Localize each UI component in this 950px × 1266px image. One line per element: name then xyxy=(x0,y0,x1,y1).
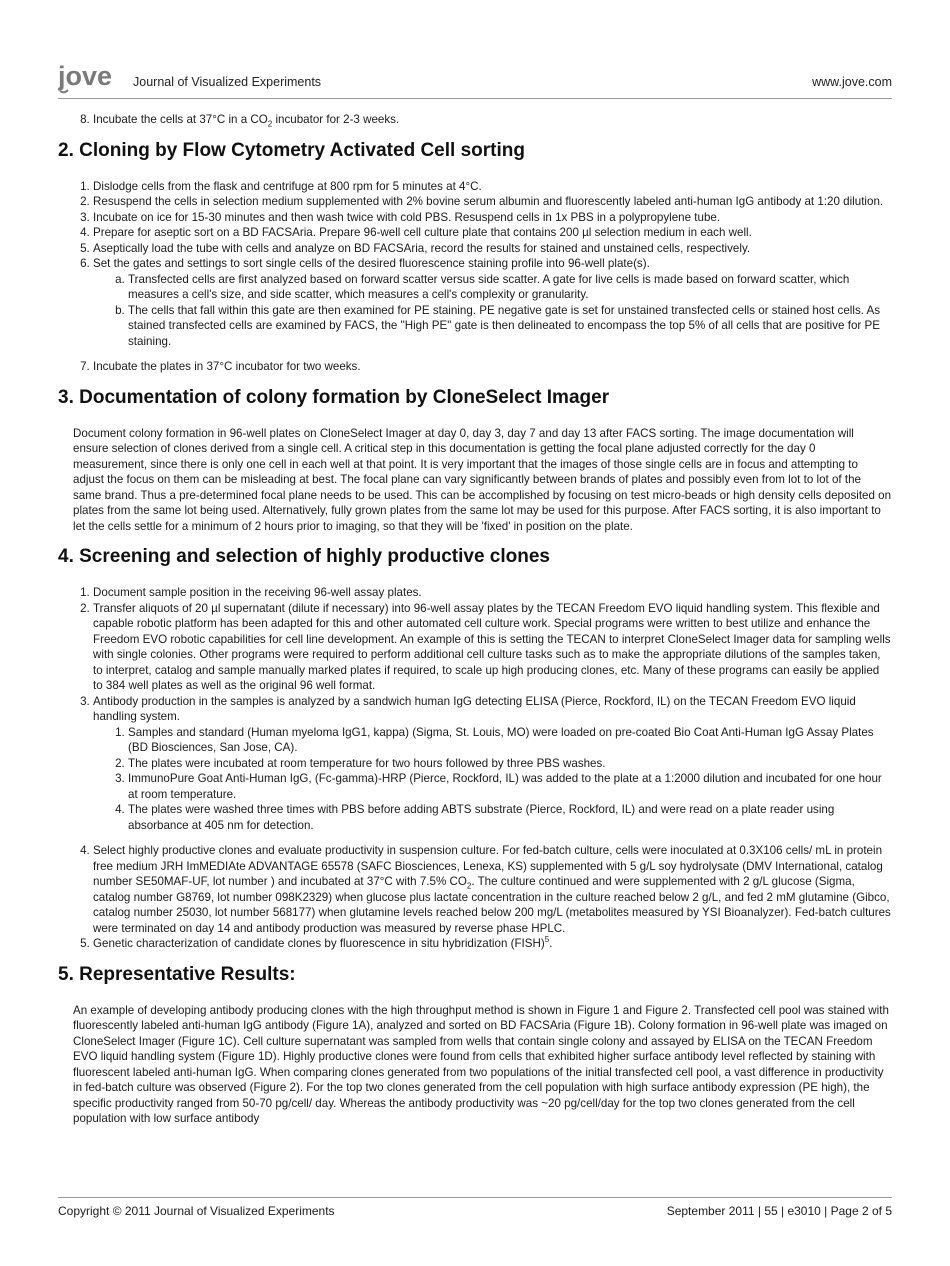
list-item: 3. ImmunoPure Goat Anti-Human IgG, (Fc-gamma)-HRP (Pierce, Rockford, IL) was added to the plate at a 1:2000 dilution and incubated for one hour at room temperature. xyxy=(128,771,892,802)
sec2-sublist xyxy=(93,272,892,350)
list-item: 3. Incubate on ice for 15-30 minutes and then wash twice with cold PBS. Resuspend cells in 1x PBS in a polypropylene tube. xyxy=(93,210,892,226)
paragraph: Document colony formation in 96-well plates on CloneSelect Imager at day 0, day 3, day 7 and day 13 after FACS sorting. The image documentation will ensure selection of clones derived from a single cell. A critical step in this documentation is getting the focal plane adjusted correctly for the day 0 measurement, since there is only one cell in each well at that point. It is very important that the images of those single cells are in focus and attempting to adjust the focus on them can be misleading at best. The focal plane can vary significantly between brands of plates and possibly even from lot to lot of the same brand. Thus a pre-determined focal plane needs to be used. This can be accomplished by focusing on test micro-beads or high density cells deposited on plates from the same lot being used. Alternatively, fully grown plates from the same lot may be used for this purpose. After FACS sorting, it is also important to let the cells settle for a minimum of 2 hours prior to imaging, so that they will be 'fixed' in position on the plate. xyxy=(73,426,892,533)
sec4-sublist xyxy=(93,725,892,834)
copyright: Copyright © 2011 Journal of Visualized Experiments xyxy=(58,1204,335,1218)
page-header xyxy=(58,58,892,99)
list-item: 8. Incubate the cells at 37°C in a $CO_2$ incubator for 2-3 weeks. xyxy=(93,112,892,128)
section-heading: 5. Representative Results: xyxy=(58,963,296,985)
list-item: 4. The plates were washed three times with PBS before adding ABTS substrate (Pierce, Rockford, IL) and were read on a plate reader using absorbance at 405 nm for detection. xyxy=(128,802,892,833)
page-info: September 2011 | 55 | e3010 | Page 2 of 5 xyxy=(666,1204,892,1218)
section-heading: 4. Screening and selection of highly productive clones xyxy=(58,546,550,567)
list-item: 5. Aseptically load the tube with cells and analyze on BD FACSAria, record the results for stained and unstained cells, respectively. xyxy=(93,241,892,257)
sec2-list xyxy=(58,179,892,375)
list-item: 7. Incubate the plates in 37°C incubator for two weeks. xyxy=(93,359,892,375)
list-item: 6. Set the gates and settings to sort single cells of the desired fluorescence staining profile into 96-well plate(s). a. Transfected cells are first analyzed based on forward scatter versus side scatter. A gate for live cells is made based on forward scatter, which measures a cell's size, and side scatter, which measures a cell's complexity or granularity. b. The cells that fall within this gate are then examined for PE staining. PE negative gate is set for unstained transfected cells or stained host cells. As stained transfected cells are examined by FACS, the "High PE" gate is then delineated to encompass the top 5% of all cells that are positive for PE staining. xyxy=(93,256,892,359)
list-item: b. The cells that fall within this gate are then examined for PE staining. PE negative gate is set for unstained transfected cells or stained host cells. As stained transfected cells are examined by FACS, the "High PE" gate is then delineated to encompass the top 5% of all cells that are positive for PE staining. xyxy=(128,303,892,350)
journal-name: Journal of Visualized Experiments xyxy=(133,75,322,89)
section-heading: 2. Cloning by Flow Cytometry Activated Cell sorting xyxy=(58,139,525,161)
page-footer xyxy=(58,1197,892,1228)
site-url[interactable]: www.jove.com xyxy=(812,75,892,89)
list-item: 1. Dislodge cells from the flask and centrifuge at 800 rpm for 5 minutes at 4°C. xyxy=(93,179,892,195)
sec1-list-tail xyxy=(58,112,892,128)
list-item: a. Transfected cells are first analyzed based on forward scatter versus side scatter. A gate for live cells is made based on forward scatter, which measures a cell's size, and side scatter, which measures a cell's complexity or granularity. xyxy=(128,272,892,303)
document-page xyxy=(58,0,892,1266)
logo-text: jove xyxy=(58,61,113,91)
main-content xyxy=(58,112,892,1127)
jove-logo xyxy=(58,61,126,95)
list-item: 2. Transfer aliquots of 20 µl supernatant (dilute if necessary) into 96-well assay plates by the TECAN Freedom EVO liquid handling system. This flexible and capable robotic platform has been adapted for this and other automated cell culture work. Special programs were written to best utilize and enhance the Freedom EVO robotic capabilities for cell line development. An example of this is setting the TECAN to interpret CloneSelect Imager data for sampling wells with single colonies. Other programs were required to perform additional cell culture tasks such as to make the appropriate dilutions of the samples taken, to interpret, catalog and sample manually marked plates if required, to scale up high producing clones, etc. Many of these programs can easily be applied to 384 well plates as well as the original 96 well format. xyxy=(93,601,892,694)
list-item: 4. Prepare for aseptic sort on a BD FACSAria. Prepare 96-well cell culture plate that contains 200 µl selection medium in each well. xyxy=(93,225,892,241)
paragraph: An example of developing antibody producing clones with the high throughput method is shown in Figure 1 and Figure 2. Transfected cell pool was stained with fluorescently labeled anti-human IgG antibody (Figure 1A), analyzed and sorted on BD FACSAria (Figure 1B). Colony formation in 96-well plate was imaged on CloneSelect Imager (Figure 1C). Cell culture supernatant was sampled from wells that contain single colony and assayed by ELISA on the TECAN Freedom EVO liquid handling system (Figure 1D). Highly productive clones were found from cells that exhibited higher surface antibody level reflected by staining with fluorescent labeled anti-human IgG. When comparing clones generated from two populations of the initial transfected cell pool, a vast difference in productivity in fed-batch culture was observed (Figure 2). For the top two clones generated from the cell population with high surface antibody expression (PE high), the specific productivity ranged from 50-70 pg/cell/ day. Whereas the antibody productivity was ~20 pg/cell/day for the top two clones generated from the cell population with low surface antibody xyxy=(73,1003,889,1125)
list-item: 1. Samples and standard (Human myeloma IgG1, kappa) (Sigma, St. Louis, MO) were loaded on pre-coated Bio Coat Anti-Human IgG Assay Plates (BD Biosciences, San Jose, CA). xyxy=(128,725,892,756)
list-item: 5. Genetic characterization of candidate clones by fluorescence in situ hybridization (FISH)$^5$. xyxy=(93,936,892,952)
sec4-list xyxy=(58,585,892,952)
list-item: 1. Document sample position in the receiving 96-well assay plates. xyxy=(93,585,892,601)
section-heading: 3. Documentation of colony formation by CloneSelect Imager xyxy=(58,386,610,408)
list-item: 4. Select highly productive clones and evaluate productivity in suspension culture. For fed-batch culture, cells were inoculated at 0.3X106 cells/ mL in protein free medium JRH ImMEDIAte ADVANTAGE 65578 (SAFC Biosciences, Lenexa, KS) supplemented with 5 g/L soy hydrolysate (DMV International, catalog number SE50MAF-UF, lot number ) and incubated at 37°C with 7.5% $CO_2$. The culture continued and were supplemented with 2 g/L glucose (Sigma, catalog number G8769, lot number 098K2329) when glucose plus lactate concentration in the culture reached below 2 g/L, and fed 2 mM glutamine (Gibco, catalog number 25030, lot number 568177) when glutamine levels reached below 200 mg/L (metabolites measured by YSI Bioanalyzer). Fed-batch cultures were terminated on day 14 and antibody production was measured by reverse phase HPLC. xyxy=(93,843,892,936)
list-item: 2. The plates were incubated at room temperature for two hours followed by three PBS washes. xyxy=(128,756,892,772)
list-item: 2. Resuspend the cells in selection medium supplemented with 2% bovine serum albumin and fluorescently labeled anti-human IgG antibody at 1:20 dilution. xyxy=(93,194,892,210)
list-item: 3. Antibody production in the samples is analyzed by a sandwich human IgG detecting ELISA (Pierce, Rockford, IL) on the TECAN Freedom EVO liquid handling system. 1. Samples and standard (Human myeloma IgG1, kappa) (Sigma, St. Louis, MO) were loaded on pre-coated Bio Coat Anti-Human IgG Assay Plates (BD Biosciences, San Jose, CA). 2. The plates were incubated at room temperature for two hours followed by three PBS washes. 3. ImmunoPure Goat Anti-Human IgG, (Fc-gamma)-HRP (Pierce, Rockford, IL) was added to the plate at a 1:2000 dilution and incubated for one hour at room temperature. 4. The plates were washed three times with PBS before adding ABTS substrate (Pierce, Rockford, IL) and were read on a plate reader using absorbance at 405 nm for detection. xyxy=(93,694,892,844)
